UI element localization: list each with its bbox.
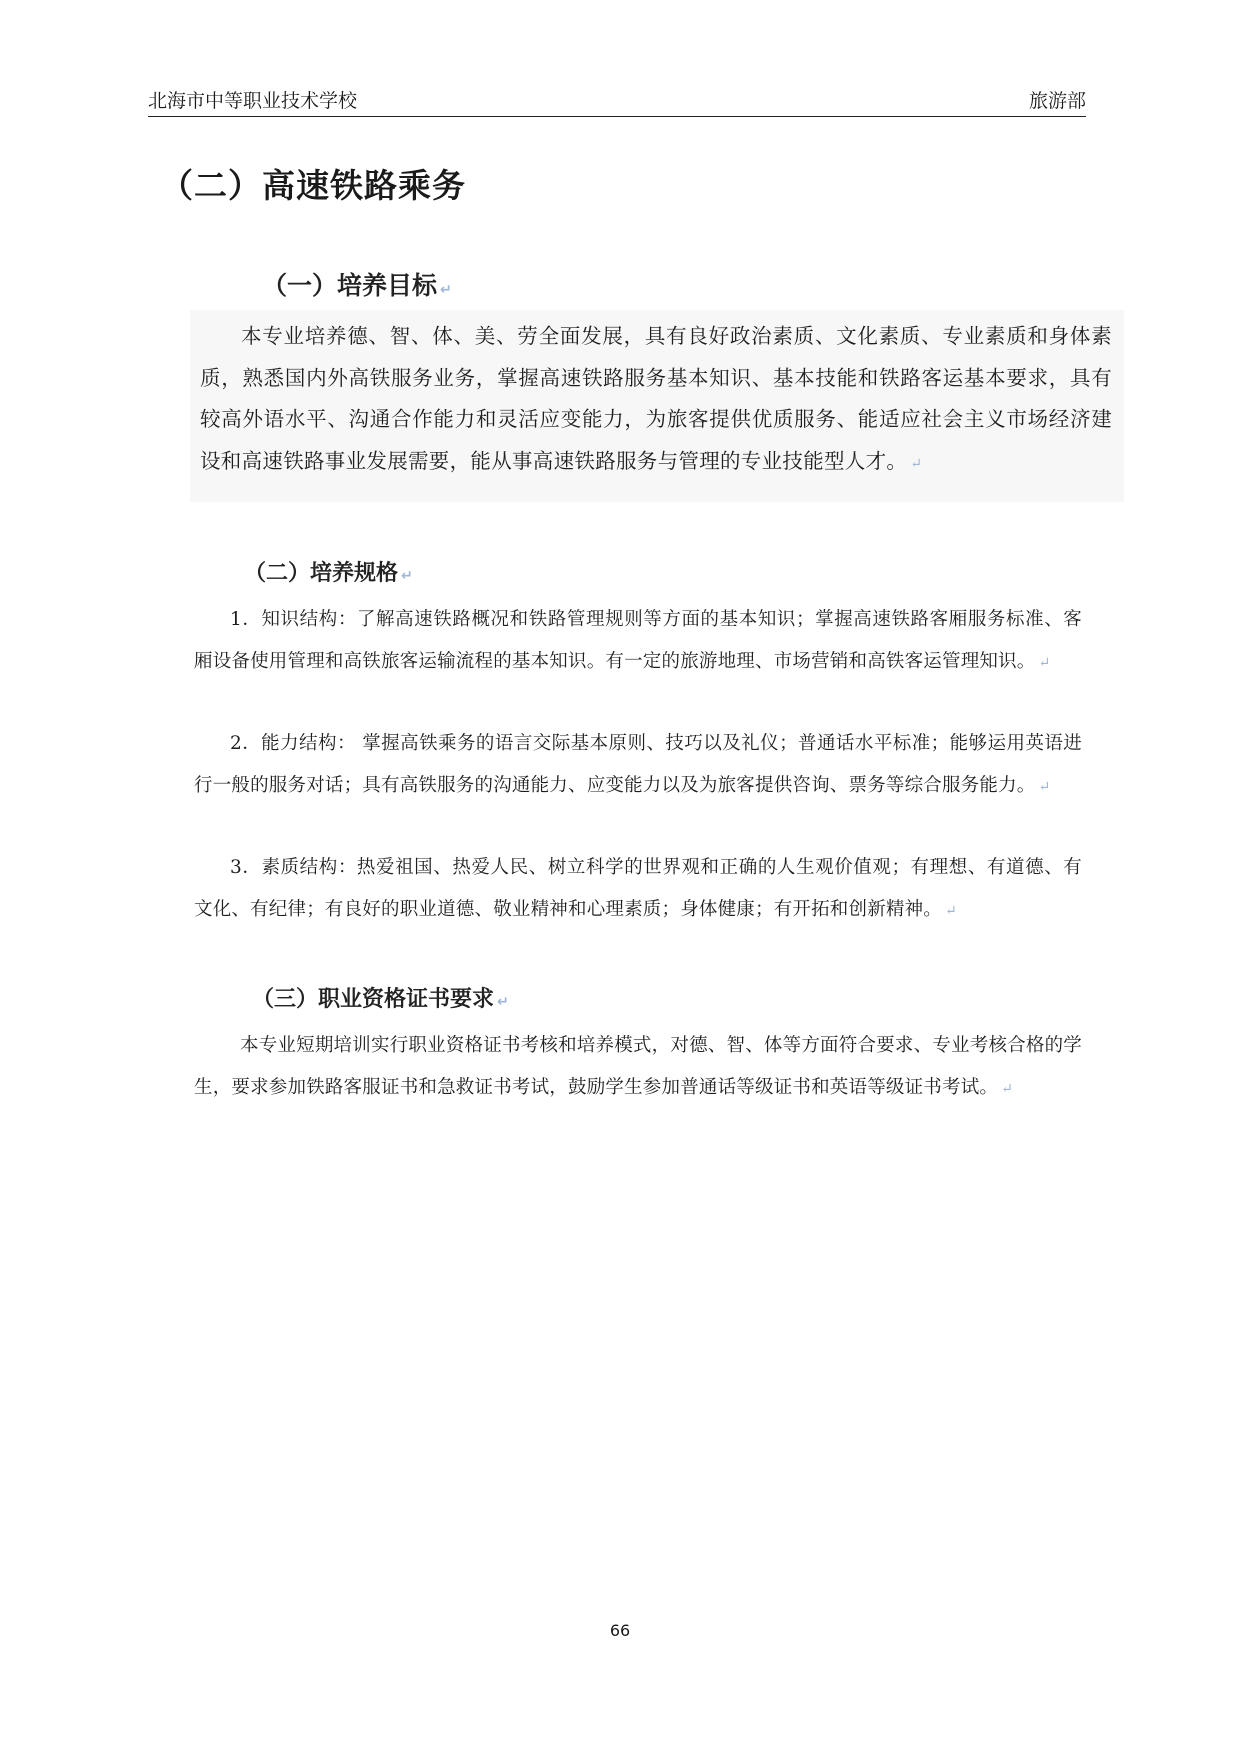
item-quality: [194, 847, 1082, 932]
header-department: 旅游部: [1028, 90, 1086, 112]
item-ability-text: 2．能力结构： 掌握高铁乘务的语言交际基本原则、技巧以及礼仪；普通话水平标准；能够运用英语进行一般的服务对话；具有高铁服务的沟通能力、应变能力以及为旅客提供咨询、票务等综合服务能力。: [194, 733, 1082, 796]
paragraph-objectives-text: 本专业培养德、智、体、美、劳全面发展，具有良好政治素质、文化素质、专业素质和身体素质，熟悉国内外高铁服务业务，掌握高速铁路服务基本知识、基本技能和铁路客运基本要求，具有较高外语水平、沟通合作能力和灵活应变能力，为旅客提供优质服务、能适应社会主义市场经济建设和高速铁路事业发展需要，能从事高速铁路服务与管理的专业技能型人才。: [200, 324, 1112, 473]
scan-crop-edge: [190, 1126, 1090, 1146]
item-knowledge: [194, 599, 1082, 684]
subsection-title-text: （一）培养目标: [262, 271, 438, 300]
paragraph-mark-icon: ↵: [497, 994, 509, 1010]
header-divider: [148, 116, 1086, 117]
paragraph-mark-icon: ↵: [401, 568, 413, 584]
paragraph-mark-icon: ↵: [1038, 654, 1051, 671]
subsection-title-objectives: [262, 266, 452, 302]
header-school-name: 北海市中等职业技术学校: [148, 90, 358, 112]
subsection-title-certificates: [252, 982, 509, 1013]
section-title: （二）高速铁路乘务: [160, 166, 466, 205]
paragraph-mark-icon: ↵: [945, 902, 957, 919]
subsection-title-text: （三）职业资格证书要求: [252, 987, 495, 1012]
item-ability: [194, 723, 1082, 808]
item-quality-text: 3．素质结构：热爱祖国、热爱人民、树立科学的世界观和正确的人生观价值观；有理想、有道德、有文化、有纪律；有良好的职业道德、敬业精神和心理素质；身体健康；有开拓和创新精神。: [194, 857, 1082, 920]
paragraph-objectives: [200, 316, 1112, 485]
paragraph-certificates-text: 本专业短期培训实行职业资格证书考核和培养模式，对德、智、体等方面符合要求、专业考核合格的学生，要求参加铁路客服证书和急救证书考试，鼓励学生参加普通话等级证书和英语等级证书考试。: [194, 1035, 1082, 1098]
paragraph-mark-icon: ↵: [1038, 778, 1051, 795]
paragraph-mark-icon: ↵: [1001, 1080, 1014, 1097]
page-number: 66: [609, 1621, 631, 1640]
subsection-title-text: （二）培养规格: [244, 561, 399, 586]
item-knowledge-text: 1．知识结构：了解高速铁路概况和铁路管理规则等方面的基本知识；掌握高速铁路客厢服务标准、客厢设备使用管理和高铁旅客运输流程的基本知识。有一定的旅游地理、市场营销和高铁客运管理知识。: [194, 609, 1082, 672]
subsection-title-specifications: [244, 556, 413, 587]
paragraph-certificates: [194, 1025, 1082, 1110]
paragraph-mark-icon: ↵: [910, 455, 923, 472]
paragraph-mark-icon: ↵: [440, 282, 452, 298]
